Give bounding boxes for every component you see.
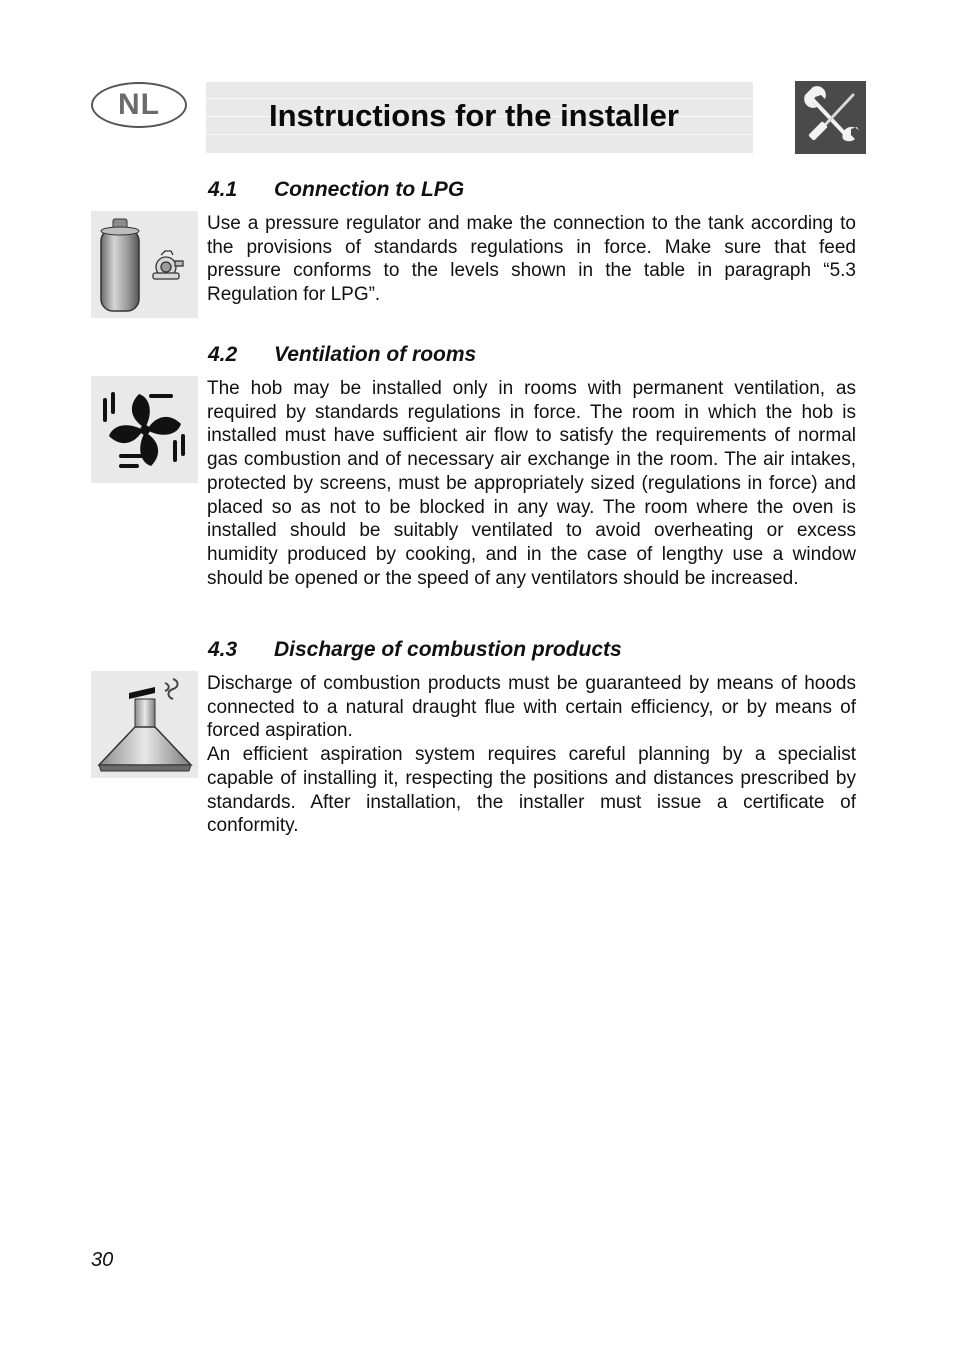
extractor-hood-icon bbox=[91, 671, 198, 778]
section-heading-4-3 bbox=[208, 638, 622, 662]
header-bar bbox=[206, 82, 753, 153]
paragraph: Use a pressure regulator and make the connection to the tank according to the provisions of standards regulations in force. Make sure that feed pressure conforms to the levels shown in the table in paragraph “5.3 Regulation for LPG”. bbox=[207, 213, 856, 306]
section-title: Connection to LPG bbox=[274, 178, 465, 201]
gas-cylinder-regulator-icon bbox=[91, 211, 198, 318]
language-badge: NL bbox=[91, 82, 187, 128]
page-number: 30 bbox=[91, 1249, 114, 1271]
section-heading-4-1 bbox=[208, 178, 464, 202]
section-number: 4.1 bbox=[208, 178, 238, 201]
section-title: Discharge of combustion products bbox=[274, 638, 622, 661]
section-number: 4.3 bbox=[208, 638, 238, 661]
ventilation-fan-icon bbox=[91, 376, 198, 483]
section-body-4-3 bbox=[207, 672, 856, 838]
section-body-4-2 bbox=[207, 377, 856, 590]
header-stripe bbox=[206, 134, 753, 135]
paragraph: An efficient aspiration system requires careful planning by a specialist capable of installing it, respecting the positions and distances prescribed by standards. After installation, the installer must issue a certificate of conformity. bbox=[207, 744, 856, 837]
paragraph: The hob may be installed only in rooms with permanent ventilation, as required by standards regulations in force. The room in which the hob is installed must have sufficient air flow to satisfy the requirements of normal gas combustion and of necessary air exchange in the room. The air intakes, protected by screens, must be appropriately sized (regulations in force) and placed so as not to be blocked in any way. The room where the oven is installed should be suitably ventilated to avoid overheating or excess humidity produced by cooking, and in the case of lengthy use a window should be opened or the speed of any ventilators should be increased. bbox=[207, 378, 856, 589]
page-title: Instructions for the installer bbox=[269, 98, 679, 133]
wrench-screwdriver-icon bbox=[795, 81, 866, 154]
section-body-4-1 bbox=[207, 212, 856, 307]
section-number: 4.2 bbox=[208, 343, 238, 366]
section-title: Ventilation of rooms bbox=[274, 343, 477, 366]
section-heading-4-2 bbox=[208, 343, 476, 367]
paragraph: Discharge of combustion products must be guaranteed by means of hoods connected to a natural draught flue with certain efficiency, or by means of forced aspiration. bbox=[207, 673, 856, 742]
